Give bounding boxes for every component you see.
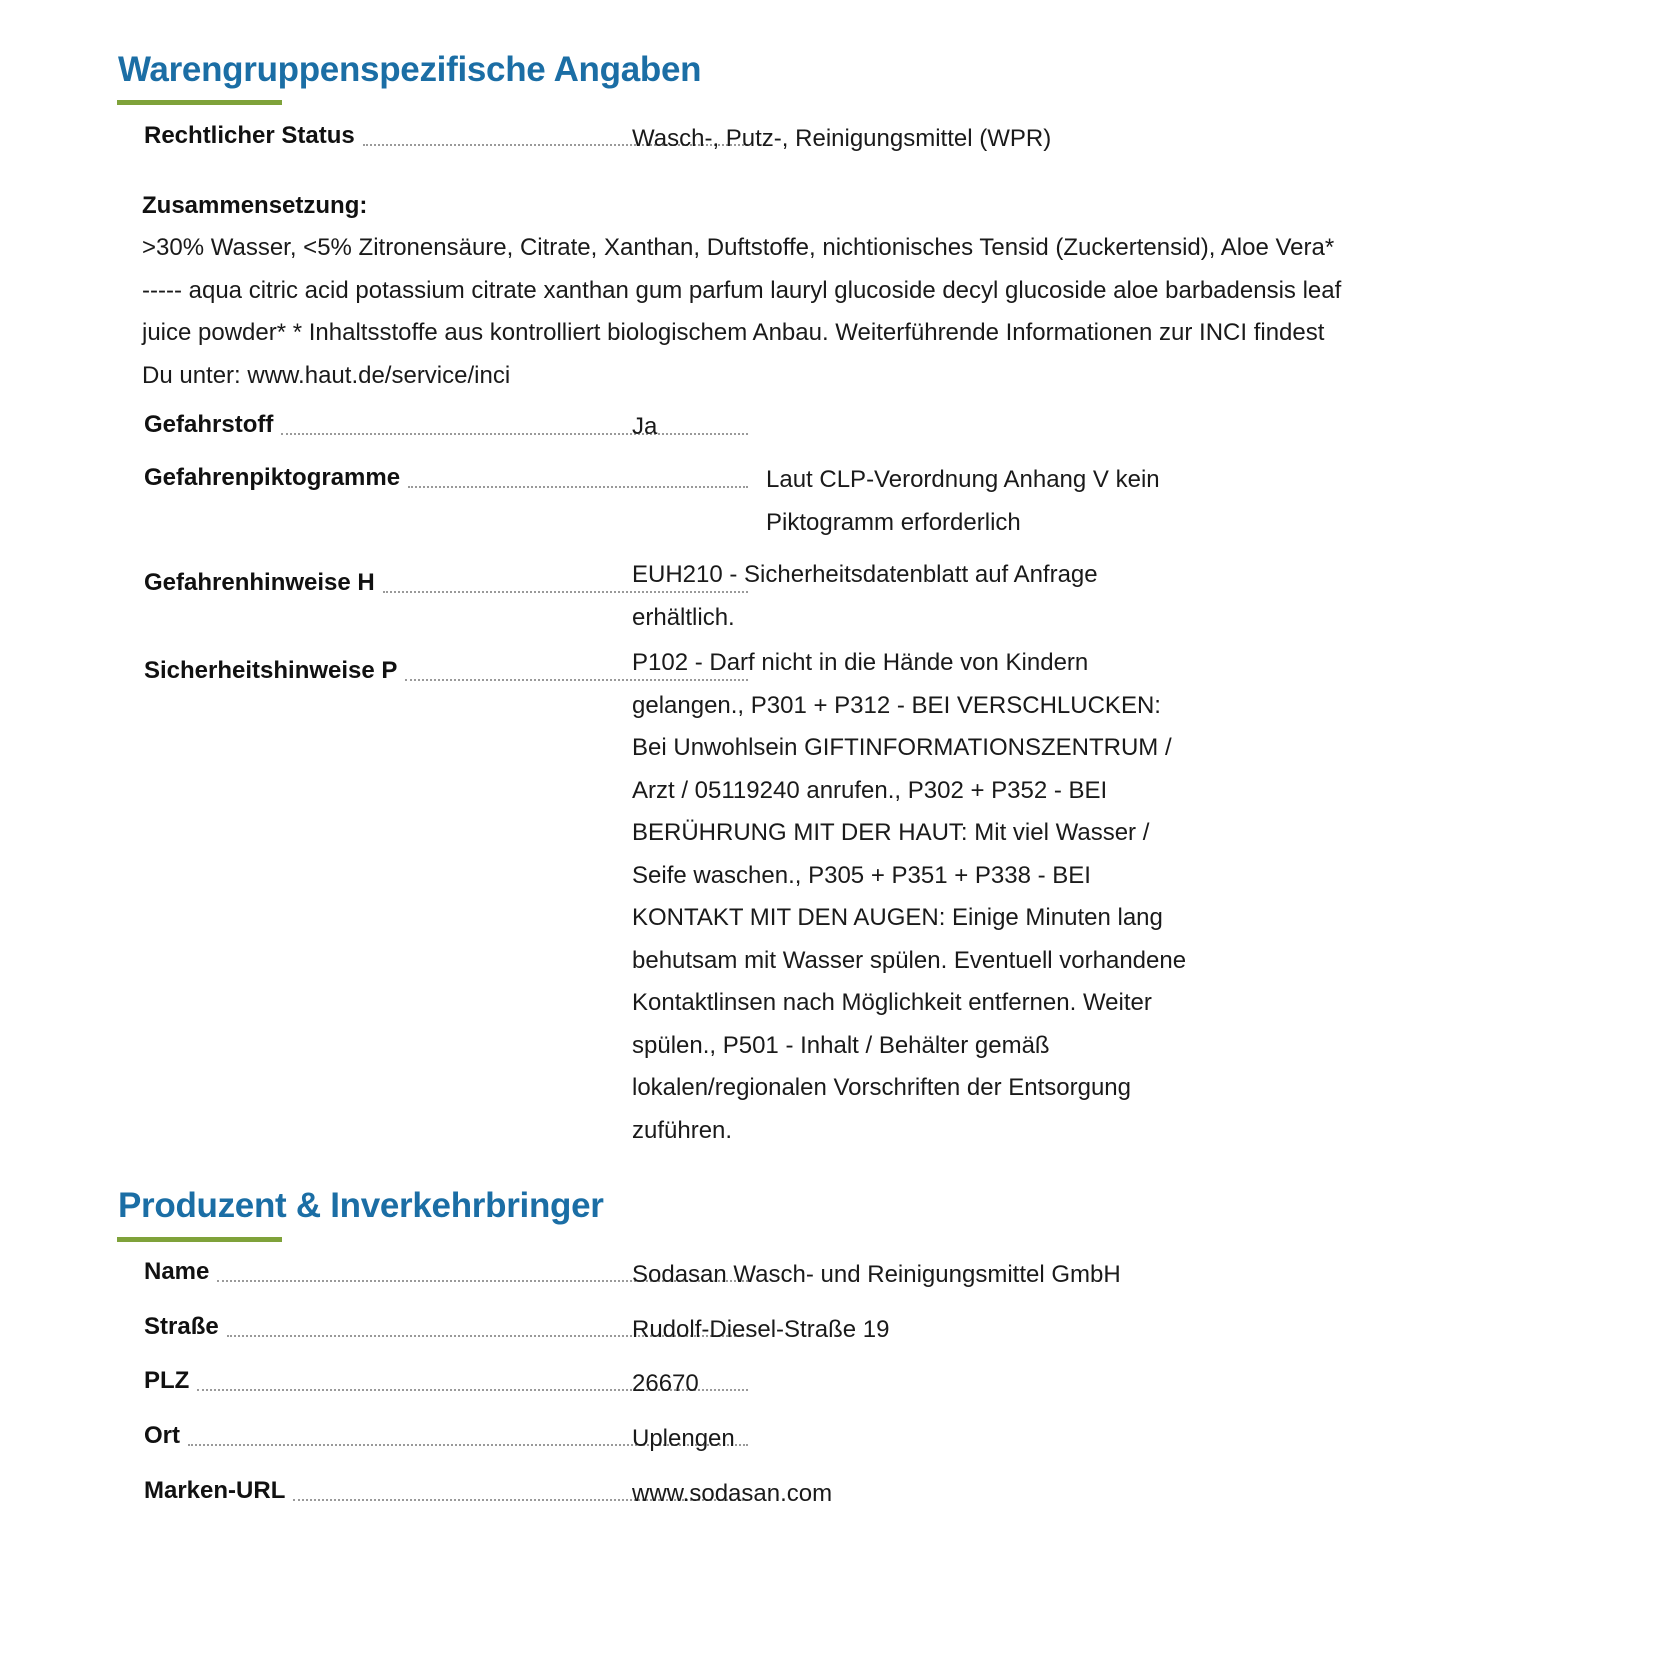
- section-title-underline: [117, 1237, 282, 1242]
- field-label: Gefahrenpiktogramme: [144, 464, 401, 491]
- field-label: PLZ: [144, 1367, 190, 1394]
- field-value-ort: Uplengen: [632, 1425, 735, 1452]
- field-value-plz: 26670: [632, 1370, 699, 1397]
- field-label-zusammensetzung: Zusammensetzung:: [142, 192, 368, 219]
- field-label: Ort: [144, 1422, 180, 1449]
- field-value-gefahrstoff: Ja: [632, 413, 658, 440]
- field-label: Straße: [144, 1313, 219, 1340]
- field-label: Gefahrstoff: [144, 411, 274, 438]
- dotted-leader: [408, 486, 748, 488]
- field-value-name: Sodasan Wasch- und Reinigungsmittel GmbH: [632, 1261, 1121, 1288]
- field-value-gefahrenpiktogramme: Laut CLP-Verordnung Anhang V kein Piktogramm erforderlich: [766, 466, 1160, 536]
- section-title-produzent: Produzent & Inverkehrbringer: [118, 1186, 604, 1225]
- field-label: Sicherheitshinweise P: [144, 657, 398, 684]
- field-value-rechtlicher-status: Wasch-, Putz-, Reinigungsmittel (WPR): [632, 125, 1052, 152]
- field-label: Marken-URL: [144, 1477, 286, 1504]
- field-value-strasse: Rudolf-Diesel-Straße 19: [632, 1316, 890, 1343]
- field-value-sicherheitshinweise-p: P102 - Darf nicht in die Hände von Kindern gelangen., P301 + P312 - BEI VERSCHLUCKEN: Bei Unwohlsein GIFTINFORMATIONSZENTRUM / Arzt / 05119240 anrufen., P302 + P352 - BEI BERÜHRUNG MIT DER HAUT: Mit viel Wasser / Seife waschen., P305 + P351 + P338 - BEI KONTAKT MIT DEN AUGEN: Einige Minuten lang behutsam mit Wasser spülen. Eventuell vorhandene Kontaktlinsen nach Möglichkeit entfernen. Weiter spülen., P501 - Inhalt / Behälter gemäß lokalen/regionalen Vorschriften der Entsorgung zuführen.: [632, 649, 1187, 1144]
- field-value-marken-url[interactable]: www.sodasan.com: [632, 1480, 833, 1507]
- field-value-zusammensetzung: >30% Wasser, <5% Zitronensäure, Citrate, Xanthan, Duftstoffe, nichtionisches Tensid (Zuckertensid), Aloe Vera* ----- aqua citric acid potassium citrate xanthan gum parfum lauryl glucoside decyl glucoside aloe barbadensis leaf juice powder* * Inhaltsstoffe aus kontrolliert biologischem Anbau. Weiterführende Informationen zur INCI findest Du unter: www.haut.de/service/inci: [142, 234, 1342, 389]
- field-value-gefahrenhinweise-h: EUH210 - Sicherheitsdatenblatt auf Anfrage erhältlich.: [632, 561, 1098, 631]
- field-label: Rechtlicher Status: [144, 122, 355, 149]
- section-title-warengruppe: Warengruppenspezifische Angaben: [118, 50, 702, 89]
- section-title-underline: [117, 100, 282, 105]
- field-label: Gefahrenhinweise H: [144, 569, 375, 596]
- field-label: Name: [144, 1258, 210, 1285]
